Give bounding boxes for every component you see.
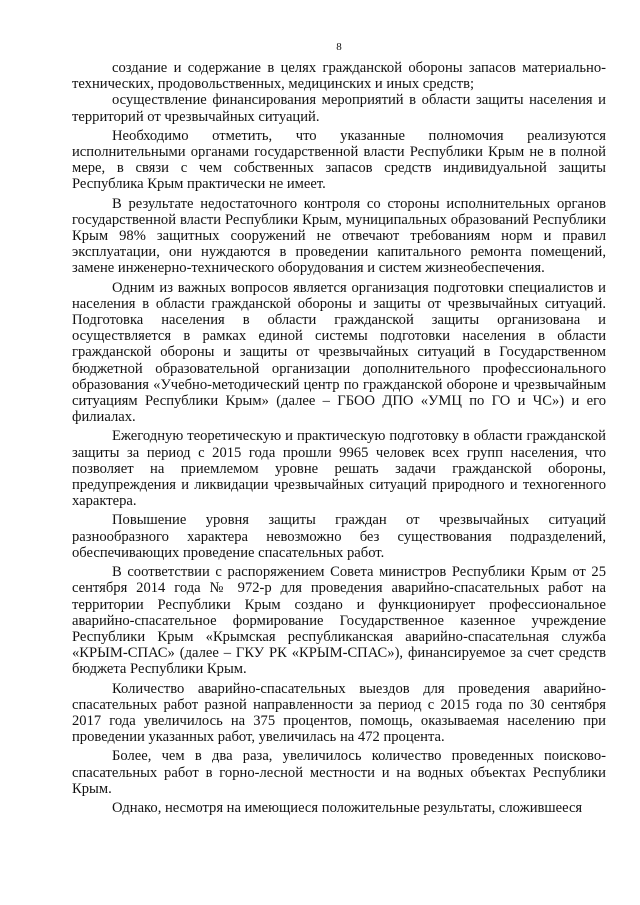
paragraph-2: осуществление финансирования мероприятий в области защиты населения и территорий от чрезвычайных ситуаций. bbox=[72, 92, 606, 125]
paragraph-6: Ежегодную теоретическую и практическую подготовку в области гражданской защиты за период с 2015 года прошли 9965 человек всех групп населения, что позволяет на приемлемом уровне решать задачи гражданской обороны, предупреждения и ликвидации чрезвычайных ситуаций природного и техногенного характера. bbox=[72, 428, 606, 510]
paragraph-8: В соответствии с распоряжением Совета министров Республики Крым от 25 сентября 2014 года № 972-р для проведения аварийно-спасательных работ на территории Республики Крым создано и функционирует профессиональное аварийно-спасательное формирование Государственное казенное учреждение Республики Крым «Крымская республиканская аварийно-спасательная служба «КРЫМ-СПАС» (далее – ГКУ РК «КРЫМ-СПАС»), финансируемое за счет средств бюджета Республики Крым. bbox=[72, 564, 606, 678]
paragraph-1: создание и содержание в целях гражданской обороны запасов материально-технических, продовольственных, медицинских и иных средств; bbox=[72, 60, 606, 93]
paragraph-3: Необходимо отметить, что указанные полномочия реализуются исполнительными органами государственной власти Республики Крым не в полной мере, в связи с чем собственных запасов средств индивидуальной защиты Республика Крым практически не имеет. bbox=[72, 127, 606, 193]
page-number: 8 bbox=[336, 41, 342, 53]
paragraph-7: Повышение уровня защиты граждан от чрезвычайных ситуаций разнообразного характера невозможно без существования подразделений, обеспечивающих проведение спасательных работ. bbox=[72, 512, 606, 561]
paragraph-10: Более, чем в два раза, увеличилось количество проведенных поисково-спасательных работ в горно-лесной местности и на водных объектах Республики Крым. bbox=[72, 748, 606, 797]
paragraph-4: В результате недостаточного контроля со стороны исполнительных органов государственной власти Республики Крым, муниципальных образований Республики Крым 98% защитных сооружений не отвечают требованиям норм и правил эксплуатации, они нуждаются в проведении капитального ремонта помещений, замене инженерно-технического оборудования и систем жизнеобеспечения. bbox=[72, 195, 606, 277]
paragraph-5: Одним из важных вопросов является организация подготовки специалистов и населения в области гражданской обороны и защиты от чрезвычайных ситуаций. Подготовка населения в области гражданской защиты организована и осуществляется в рамках единой системы подготовки населения в области гражданской обороны и защиты от чрезвычайных ситуаций в Государственном бюджетной образовательной организации дополнительного профессионального образования «Учебно-методический центр по гражданской обороне и чрезвычайным ситуациям Республики Крым» (далее – ГБОО ДПО «УМЦ по ГО и ЧС») и его филиалах. bbox=[72, 279, 606, 426]
paragraph-9: Количество аварийно-спасательных выездов для проведения аварийно-спасательных работ разной направленности за период с 2015 года по 30 сентября 2017 года увеличилось на 375 процентов, помощь, оказываемая населению при проведении указанных работ, увеличилась на 472 процента. bbox=[72, 680, 606, 746]
paragraph-11: Однако, несмотря на имеющиеся положительные результаты, сложившееся bbox=[112, 799, 583, 816]
